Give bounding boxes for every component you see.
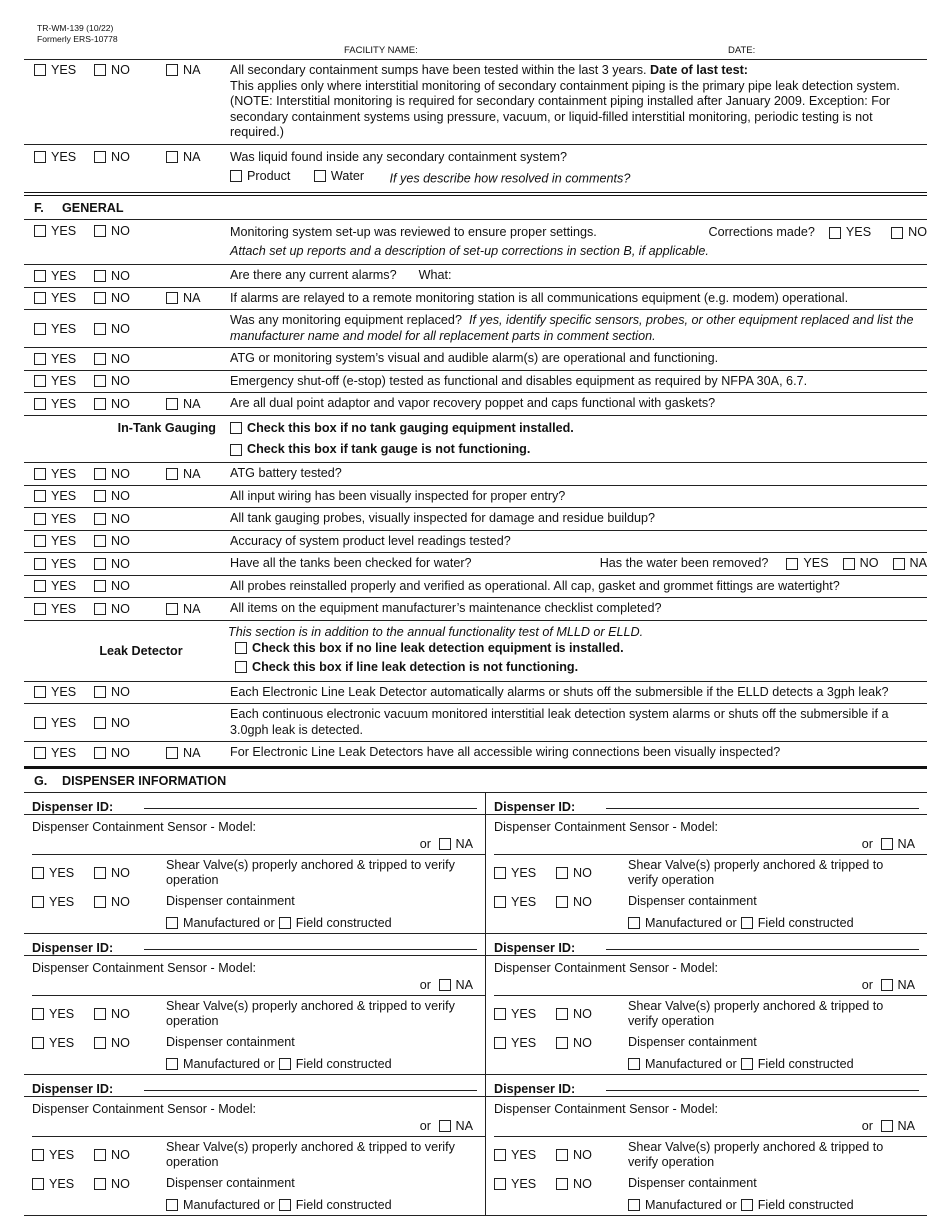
containment-no-checkbox[interactable] [556,1178,568,1190]
sensor-model-label: Dispenser Containment Sensor - Model: [494,819,718,834]
containment-label: Dispenser containment [166,1035,295,1049]
estop-row: YES NO Emergency shut-off (e-stop) tested as functional and disables equipment as required by NFPA 30A, 6.7. [24,371,927,394]
dispenser-id-field[interactable] [606,808,919,809]
no-checkbox[interactable] [94,686,106,698]
no-checkbox[interactable] [94,375,106,387]
dispenser-id-label: Dispenser ID: [32,1081,114,1096]
elld-row: YES NO Each Electronic Line Leak Detector automatically alarms or shuts off the submersible if the ELLD detects a 3gph leak? [24,682,927,705]
elld-question: Each Electronic Line Leak Detector automatically alarms or shuts off the submersible if the ELLD detects a 3gph leak? [230,684,889,699]
containment-no-checkbox[interactable] [94,1037,106,1049]
corrections-label: Corrections made? [708,225,815,239]
yes-checkbox[interactable] [34,490,46,502]
na-checkbox[interactable] [166,64,178,76]
dispenser-grid [24,793,927,1216]
leak-detector-label: Leak Detector [99,643,183,658]
manufactured-checkbox[interactable] [628,1199,640,1211]
corrections-yes-checkbox[interactable] [829,227,841,239]
shear-yes-checkbox[interactable] [32,867,44,879]
field-constructed-checkbox[interactable] [279,1199,291,1211]
no-checkbox[interactable] [94,535,106,547]
na-checkbox[interactable] [166,292,178,304]
no-checkbox[interactable] [94,225,106,237]
dispenser-id-field[interactable] [606,1090,919,1091]
dispenser-block: Dispenser ID: Dispenser Containment Sensor - Model: or NA YES NO Shear Valve(s) properly anchored & tripped to verify operation YES NO Dispenser containment Manufactured or Field constructed [24,793,486,934]
sensor-na-checkbox[interactable] [439,979,451,991]
reinstalled-question: All probes reinstalled properly and verified as operational. All cap, gasket and grommet fittings are watertight? [230,578,840,593]
gauge-not-functioning-checkbox[interactable] [230,444,242,456]
intank-row: In-Tank Gauging Check this box if no tank gauging equipment installed. Check this box if tank gauge is not functioning. [24,416,927,464]
yes-checkbox[interactable] [34,375,46,387]
containment-label: Dispenser containment [166,894,295,908]
na-checkbox[interactable] [166,151,178,163]
no-checkbox[interactable] [94,513,106,525]
yes-checkbox[interactable] [34,323,46,335]
field-constructed-checkbox[interactable] [741,1199,753,1211]
no-checkbox[interactable] [94,717,106,729]
na-checkbox[interactable] [166,398,178,410]
section-f-title: F. GENERAL [24,192,927,220]
yes-checkbox[interactable] [34,468,46,480]
liquid-row: YES NO NA Was liquid found inside any secondary containment system? Product Water If yes describe how resolved in comments? [24,145,927,193]
lld-not-functioning-checkbox[interactable] [235,661,247,673]
no-checkbox[interactable] [94,468,106,480]
yes-checkbox[interactable] [34,747,46,759]
yes-checkbox[interactable] [34,398,46,410]
dispenser-block: Dispenser ID: Dispenser Containment Sensor - Model: or NA YES NO Shear Valve(s) properly anchored & tripped to verify operation YES NO Dispenser containment Manufactured or Field constructed [486,1075,927,1216]
manufactured-checkbox[interactable] [166,1199,178,1211]
shear-valve-label: Shear Valve(s) properly anchored & tripped to verify operation [628,857,884,887]
containment-label: Dispenser containment [166,1176,295,1190]
sensor-na-checkbox[interactable] [881,1120,893,1132]
liquid-note: If yes describe how resolved in comments? [389,171,631,185]
containment-yes-checkbox[interactable] [494,896,506,908]
wiring-question: All input wiring has been visually inspected for proper entry? [230,488,566,503]
containment-no-checkbox[interactable] [94,896,106,908]
yes-checkbox[interactable] [34,580,46,592]
relay-row: YES NO NA If alarms are relayed to a remote monitoring station is all communications equipment (e.g. modem) operational. [24,288,927,311]
dispenser-block: Dispenser ID: Dispenser Containment Sensor - Model: or NA YES NO Shear Valve(s) properly anchored & tripped to verify operation YES NO Dispenser containment Manufactured or Field constructed [486,934,927,1075]
sumps-question: All secondary containment sumps have been tested within the last 3 years. Date of last test: This applies only where interstitial monitoring of secondary containment piping is the primary pipe leak detection system. (NOTE: Interstitial monitoring is required for secondary containment piping installed after January 2009. Exception: For secondary containment systems using pressure, vacuum, or liquid-filled interstitial monitoring, periodic testing is not required.) [230,63,900,139]
no-checkbox[interactable] [94,580,106,592]
manufactured-checkbox[interactable] [628,1058,640,1070]
dispenser-id-label: Dispenser ID: [494,1081,576,1096]
water-removed-label: Has the water been removed? [599,556,769,570]
containment-yes-checkbox[interactable] [32,1037,44,1049]
shear-yes-checkbox[interactable] [32,1149,44,1161]
dispenser-id-field[interactable] [606,949,919,950]
no-checkbox[interactable] [94,323,106,335]
sensor-model-label: Dispenser Containment Sensor - Model: [32,960,256,975]
manufactured-checkbox[interactable] [166,1058,178,1070]
na-checkbox[interactable] [166,603,178,615]
shear-no-checkbox[interactable] [556,867,568,879]
estop-question: Emergency shut-off (e-stop) tested as functional and disables equipment as required by NFPA 30A, 6.7. [230,373,808,388]
product-checkbox[interactable] [230,170,242,182]
containment-no-checkbox[interactable] [94,1178,106,1190]
shear-valve-label: Shear Valve(s) properly anchored & tripped to verify operation [166,998,455,1028]
shear-valve-label: Shear Valve(s) properly anchored & tripped to verify operation [628,1139,884,1169]
containment-yes-checkbox[interactable] [32,1178,44,1190]
yes-checkbox[interactable] [34,686,46,698]
no-checkbox[interactable] [94,353,106,365]
field-constructed-checkbox[interactable] [741,917,753,929]
dispenser-block: Dispenser ID: Dispenser Containment Sensor - Model: or NA YES NO Shear Valve(s) properly anchored & tripped to verify operation YES NO Dispenser containment Manufactured or Field constructed [486,793,927,934]
dispenser-id-label: Dispenser ID: [494,799,576,814]
manufactured-checkbox[interactable] [628,917,640,929]
no-checkbox[interactable] [94,270,106,282]
water-checkbox[interactable] [314,170,326,182]
leak-detector-row: Leak Detector This section is in addition to the annual functionality test of MLLD or ELLD. Check this box if no line leak detection equipment is installed. Check this box if line leak detection is not functioning. [24,621,927,682]
dispenser-id-label: Dispenser ID: [32,940,114,955]
containment-label: Dispenser containment [628,894,757,908]
alarms-row: YES NO Are there any current alarms? What: [24,265,927,288]
no-checkbox[interactable] [94,151,106,163]
yes-checkbox[interactable] [34,535,46,547]
containment-label: Dispenser containment [628,1176,757,1190]
water-removed-yes-checkbox[interactable] [786,558,798,570]
shear-yes-checkbox[interactable] [494,867,506,879]
shear-no-checkbox[interactable] [94,867,106,879]
shear-valve-label: Shear Valve(s) properly anchored & tripped to verify operation [166,1139,455,1169]
shear-valve-label: Shear Valve(s) properly anchored & tripped to verify operation [166,857,455,887]
leak-note: This section is in addition to the annual functionality test of MLLD or ELLD. [228,624,644,639]
containment-yes-checkbox[interactable] [494,1178,506,1190]
no-gauging-checkbox[interactable] [230,422,242,434]
dispenser-block: Dispenser ID: Dispenser Containment Sensor - Model: or NA YES NO Shear Valve(s) properly anchored & tripped to verify operation YES NO Dispenser containment Manufactured or Field constructed [24,934,486,1075]
no-checkbox[interactable] [94,603,106,615]
yes-checkbox[interactable] [34,603,46,615]
dispenser-id-label: Dispenser ID: [494,940,576,955]
containment-no-checkbox[interactable] [556,1037,568,1049]
yes-checkbox[interactable] [34,558,46,570]
replaced-question: Was any monitoring equipment replaced? [230,313,462,327]
elld-wiring-row: YES NO NA For Electronic Line Leak Detectors have all accessible wiring connections been visually inspected? [24,742,927,766]
wiring-row: YES NO All input wiring has been visually inspected for proper entry? [24,486,927,509]
vacuum-row: YES NO Each continuous electronic vacuum monitored interstitial leak detection system alarms or shuts off the submersible if a 3.0gph leak is detected. [24,704,927,742]
sumps-row: YES NO NA All secondary containment sumps have been tested within the last 3 years. Date of last test: This applies only where interstitial monitoring of secondary containment piping is the primary pipe leak detection system. (NOTE: Interstitial monitoring is required for secondary containment piping installed after January 2009. Exception: For secondary containment systems using pressure, vacuum, or liquid-filled interstitial monitoring, periodic testing is not required.) [24,59,927,145]
inspection-form [24,59,927,1216]
sensor-model-label: Dispenser Containment Sensor - Model: [494,960,718,975]
vacuum-question: Each continuous electronic vacuum monitored interstitial leak detection system alarms or shuts off the submersible if a 3.0gph leak is detected. [230,707,889,737]
no-checkbox[interactable] [94,292,106,304]
dispenser-id-field[interactable] [144,808,477,809]
setup-note: Attach set up reports and a description of set-up corrections in section B, if applicable. [230,244,709,258]
no-checkbox[interactable] [94,558,106,570]
yes-checkbox[interactable] [34,225,46,237]
no-lld-checkbox[interactable] [235,642,247,654]
shear-yes-checkbox[interactable] [32,1008,44,1020]
atg-alarm-question: ATG or monitoring system’s visual and audible alarm(s) are operational and functioning. [230,351,719,365]
replaced-row: YES NO Was any monitoring equipment replaced? If yes, identify specific sensors, probes, or other equipment replaced and list the manufacturer name and model for all replacement parts in comment section. [24,310,927,348]
reinstalled-row: YES NO All probes reinstalled properly and verified as operational. All cap, gasket and grommet fittings are watertight? [24,576,927,599]
relay-question: If alarms are relayed to a remote monitoring station is all communications equipment (e.g. modem) operational. [230,290,849,305]
no-checkbox[interactable] [94,490,106,502]
shear-no-checkbox[interactable] [94,1149,106,1161]
form-id: TR-WM-139 (10/22) [37,23,114,33]
containment-yes-checkbox[interactable] [494,1037,506,1049]
water-removed-no-checkbox[interactable] [843,558,855,570]
yes-checkbox[interactable] [34,513,46,525]
no-checkbox[interactable] [94,398,106,410]
dispenser-id-field[interactable] [144,949,477,950]
yes-checkbox[interactable] [34,353,46,365]
dispenser-id-label: Dispenser ID: [32,799,114,814]
sensor-na-checkbox[interactable] [439,1120,451,1132]
water-removed-na-checkbox[interactable] [893,558,905,570]
setup-row: YES NO Monitoring system set-up was reviewed to ensure proper settings. Corrections made? YES NO Attach set up reports and a description of set-up corrections in section B, if applicable. [24,220,927,265]
yes-checkbox[interactable] [34,717,46,729]
shear-no-checkbox[interactable] [94,1008,106,1020]
na-checkbox[interactable] [166,468,178,480]
shear-yes-checkbox[interactable] [494,1008,506,1020]
battery-row: YES NO NA ATG battery tested? [24,463,927,486]
liquid-question: Was liquid found inside any secondary containment system? [230,149,567,164]
alarms-question: Are there any current alarms? [230,268,397,282]
dispenser-id-field[interactable] [144,1090,477,1091]
dispenser-block: Dispenser ID: Dispenser Containment Sensor - Model: or NA YES NO Shear Valve(s) properly anchored & tripped to verify operation YES NO Dispenser containment Manufactured or Field constructed [24,1075,486,1216]
setup-question: Monitoring system set-up was reviewed to ensure proper settings. [230,225,597,239]
accuracy-row: YES NO Accuracy of system product level readings tested? [24,531,927,554]
yes-checkbox[interactable] [34,151,46,163]
form-reference [37,23,118,45]
shear-yes-checkbox[interactable] [494,1149,506,1161]
yes-checkbox[interactable] [34,292,46,304]
dual-point-row: YES NO NA Are all dual point adaptor and vapor recovery poppet and caps functional with gaskets? [24,393,927,416]
elld-wiring-question: For Electronic Line Leak Detectors have all accessible wiring connections been visually inspected? [230,745,781,759]
section-g-title: G. DISPENSER INFORMATION [24,766,927,793]
no-checkbox[interactable] [94,64,106,76]
field-constructed-checkbox[interactable] [741,1058,753,1070]
shear-no-checkbox[interactable] [556,1149,568,1161]
replaced-note: If yes, identify specific sensors, probes, or other equipment replaced and list the manufacturer name and model for all replacement parts in comment section. [230,313,914,343]
sensor-model-label: Dispenser Containment Sensor - Model: [32,819,256,834]
water-row: YES NO Have all the tanks been checked for water? Has the water been removed? YES NO NA [24,553,927,576]
probes-row: YES NO All tank gauging probes, visually inspected for damage and residue buildup? [24,508,927,531]
shear-valve-label: Shear Valve(s) properly anchored & tripped to verify operation [628,998,884,1028]
containment-no-checkbox[interactable] [556,896,568,908]
facility-name-label: FACILITY NAME: [344,45,418,56]
shear-no-checkbox[interactable] [556,1008,568,1020]
water-question: Have all the tanks been checked for water? [230,556,472,570]
field-constructed-checkbox[interactable] [279,917,291,929]
date-label: DATE: [728,45,756,56]
corrections-no-checkbox[interactable] [891,227,903,239]
alarms-what-label: What: [418,268,452,282]
battery-question: ATG battery tested? [230,466,342,480]
sensor-na-checkbox[interactable] [439,838,451,850]
dual-point-question: Are all dual point adaptor and vapor recovery poppet and caps functional with gaskets? [230,396,716,410]
containment-yes-checkbox[interactable] [32,896,44,908]
yes-checkbox[interactable] [34,270,46,282]
accuracy-question: Accuracy of system product level readings tested? [230,533,511,548]
no-checkbox[interactable] [94,747,106,759]
formerly-id: Formerly ERS-10778 [37,34,118,44]
checklist-row: YES NO NA All items on the equipment manufacturer’s maintenance checklist completed? [24,598,927,621]
na-checkbox[interactable] [166,747,178,759]
sensor-model-label: Dispenser Containment Sensor - Model: [494,1101,718,1116]
checklist-question: All items on the equipment manufacturer’s maintenance checklist completed? [230,601,662,615]
sensor-model-label: Dispenser Containment Sensor - Model: [32,1101,256,1116]
containment-label: Dispenser containment [628,1035,757,1049]
field-constructed-checkbox[interactable] [279,1058,291,1070]
yes-checkbox[interactable] [34,64,46,76]
sensor-na-checkbox[interactable] [881,838,893,850]
probes-question: All tank gauging probes, visually inspected for damage and residue buildup? [230,511,655,525]
manufactured-checkbox[interactable] [166,917,178,929]
atg-alarm-row: YES NO ATG or monitoring system’s visual and audible alarm(s) are operational and functioning. [24,348,927,371]
intank-label: In-Tank Gauging [117,420,216,435]
sensor-na-checkbox[interactable] [881,979,893,991]
